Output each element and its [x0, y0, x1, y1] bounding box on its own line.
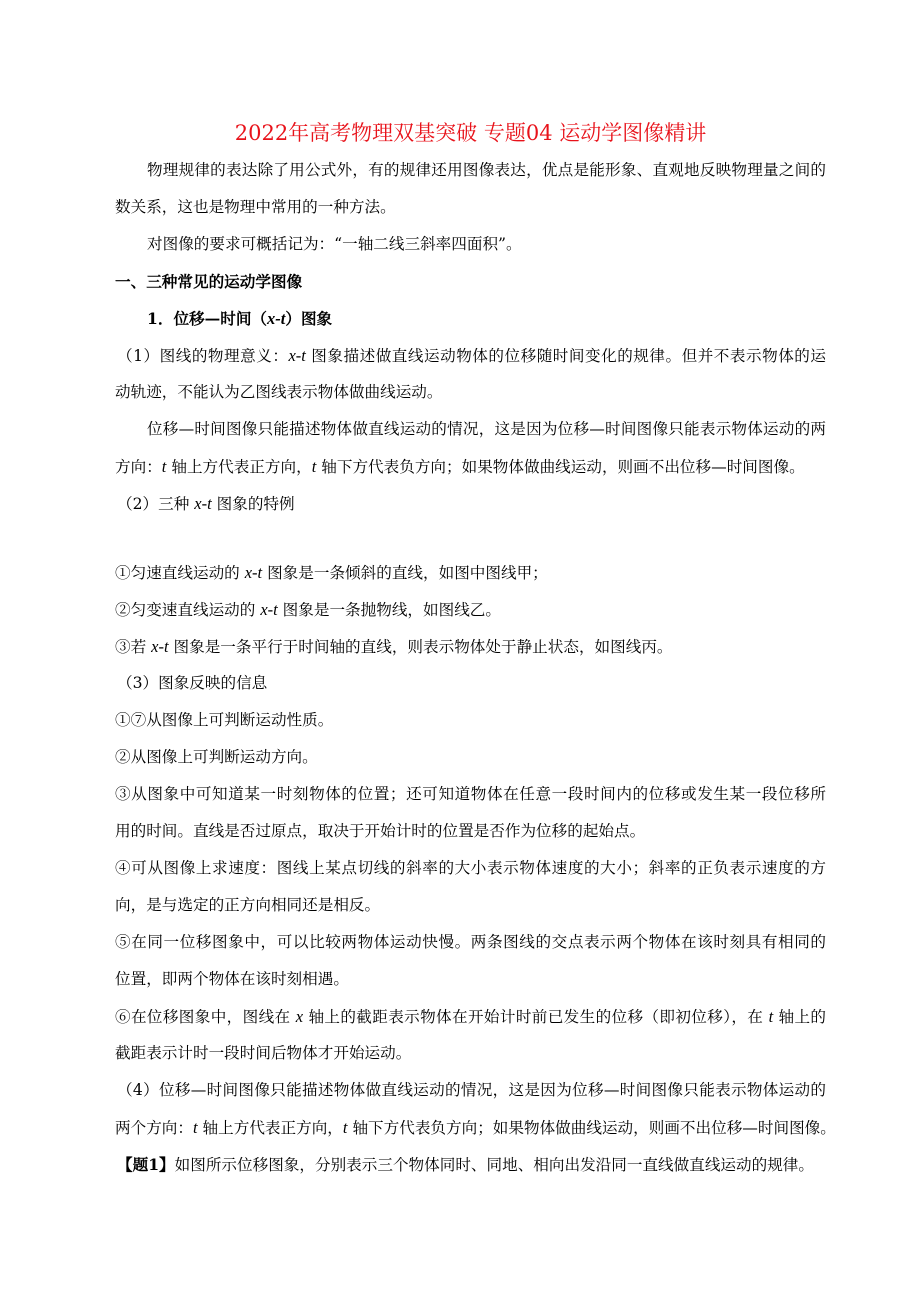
math-variable: x — [295, 1007, 304, 1026]
text-segment: ②匀变速直线运动的 — [115, 601, 261, 619]
text-line — [115, 924, 826, 961]
text-segment: 轴下方代表负方向；如果物体做曲线运动，则画不出位移—时间图像。 — [347, 1119, 836, 1137]
math-variable: x-t — [267, 309, 286, 328]
text-segment: 1．位移—时间（ — [147, 309, 268, 328]
text-segment: 图象是一条抛物线，如图线乙。 — [277, 601, 501, 619]
text-line — [115, 226, 826, 263]
math-variable: x-t — [288, 346, 306, 365]
math-variable: x-t — [260, 600, 278, 619]
text-segment: 轴上的 — [773, 1008, 826, 1026]
text-segment: ）图象 — [285, 309, 333, 328]
text-line — [115, 1109, 836, 1146]
text-line — [115, 591, 826, 628]
text-line — [115, 554, 826, 591]
math-variable: t — [342, 1118, 348, 1137]
paragraph — [115, 739, 826, 776]
section-heading — [115, 263, 826, 300]
math-variable: t — [192, 1118, 198, 1137]
paragraph — [115, 485, 826, 522]
paragraph — [115, 152, 826, 226]
text-line — [115, 1072, 826, 1109]
document-title: 2022年高考物理双基突破 专题04 运动学图像精讲 — [234, 121, 707, 145]
paragraph — [115, 1146, 826, 1183]
text-segment: ①⑦从图像上可判断运动性质。 — [115, 711, 334, 729]
text-line — [115, 961, 826, 998]
text-line — [115, 189, 826, 226]
text-line — [115, 152, 826, 189]
text-segment: 位移—时间图像只能描述物体做直线运动的情况，这是因为位移—时间图像只能表示物体运动的两 — [147, 420, 826, 438]
text-segment: 两个方向： — [115, 1119, 193, 1137]
text-segment: 一、三种常见的运动学图像 — [115, 272, 303, 291]
math-variable: t — [768, 1007, 774, 1026]
text-segment: 向，是与选定的正方向相同还是相反。 — [115, 896, 381, 914]
text-line — [115, 1146, 826, 1183]
text-line — [115, 263, 826, 300]
text-line — [115, 702, 826, 739]
document-page — [115, 115, 836, 1183]
text-segment: ⑥在位移图象中，图线在 — [115, 1008, 296, 1026]
text-segment: ①匀速直线运动的 — [115, 564, 245, 582]
text-segment: 图象是一条平行于时间轴的直线，则表示物体处于静止状态，如图线丙。 — [168, 638, 673, 656]
text-segment: 数关系，这也是物理中常用的一种方法。 — [115, 198, 396, 216]
text-line — [115, 887, 826, 924]
document-body — [115, 152, 836, 1183]
text-segment: 图象的特例 — [211, 495, 295, 513]
text-line — [115, 485, 826, 522]
text-segment: 轴下方代表负方向；如果物体做曲线运动，则画不出位移—时间图像。 — [316, 458, 805, 476]
text-line — [115, 998, 826, 1035]
section-heading — [115, 300, 826, 337]
text-line — [115, 300, 826, 337]
text-segment: 轴上的截距表示物体在开始计时前已发生的位移（即初位移），在 — [303, 1008, 769, 1026]
text-segment: ②从图像上可判断运动方向。 — [115, 748, 318, 766]
paragraph — [115, 776, 826, 850]
paragraph — [115, 591, 826, 628]
paragraph — [115, 628, 826, 665]
text-segment: （4）位移—时间图像只能描述物体做直线运动的情况，这是因为位移—时间图像只能表示物体运动的 — [117, 1081, 826, 1099]
text-segment: （2）三种 — [117, 495, 195, 513]
text-line — [115, 850, 826, 887]
paragraph — [115, 850, 826, 924]
text-segment: 截距表示计时一段时间后物体才开始运动。 — [115, 1044, 412, 1062]
text-segment: 用的时间。直线是否过原点，取决于开始计时的位置是否作为位移的起始点。 — [115, 822, 646, 840]
text-segment: 图象描述做直线运动物体的位移随时间变化的规律。但并不表示物体的运 — [305, 347, 826, 365]
paragraph — [115, 554, 826, 591]
question-label: 【题1】 — [117, 1155, 175, 1174]
paragraph — [115, 702, 826, 739]
text-segment: 轴上方代表正方向， — [166, 458, 312, 476]
text-segment: 物理规律的表达除了用公式外，有的规律还用图像表达，优点是能形象、直观地反映物理量之间的 — [147, 161, 826, 179]
paragraph — [115, 337, 826, 411]
text-line — [115, 411, 826, 448]
text-segment: 图象是一条倾斜的直线，如图中图线甲； — [262, 564, 548, 582]
text-line — [115, 448, 826, 485]
math-variable: t — [161, 457, 167, 476]
text-segment: 轴上方代表正方向， — [197, 1119, 343, 1137]
paragraph — [115, 1072, 836, 1146]
paragraph — [115, 665, 826, 702]
text-line — [115, 739, 826, 776]
text-line — [115, 628, 826, 665]
math-variable: x-t — [194, 494, 212, 513]
text-line — [115, 665, 826, 702]
text-segment: ⑤在同一位移图象中，可以比较两物体运动快慢。两条图线的交点表示两个物体在该时刻具有相同的 — [115, 933, 826, 951]
text-segment: ③从图象中可知道某一时刻物体的位置；还可知道物体在任意一段时间内的位移或发生某一段位移所 — [115, 785, 826, 803]
paragraph — [115, 411, 826, 485]
text-segment: 方向： — [115, 458, 162, 476]
math-variable: x-t — [244, 563, 263, 582]
text-segment: （3）图象反映的信息 — [117, 674, 268, 692]
blank-space — [115, 522, 826, 554]
text-line — [115, 337, 826, 374]
text-segment: ③若 — [115, 638, 152, 656]
math-variable: t — [311, 457, 317, 476]
math-variable: x-t — [151, 637, 169, 656]
text-segment: 如图所示位移图象，分别表示三个物体同时、同地、相向出发沿同一直线做直线运动的规律。 — [174, 1156, 814, 1174]
text-segment: ④可从图像上求速度：图线上某点切线的斜率的大小表示物体速度的大小；斜率的正负表示速度的方 — [115, 859, 826, 877]
text-segment: 动轨迹，不能认为乙图线表示物体做曲线运动。 — [115, 383, 443, 401]
text-line — [115, 813, 826, 850]
text-segment: （1）图线的物理意义： — [117, 347, 289, 365]
paragraph — [115, 998, 826, 1072]
text-line — [115, 776, 826, 813]
paragraph — [115, 924, 826, 998]
text-line — [115, 1035, 826, 1072]
paragraph — [115, 226, 826, 263]
text-line — [115, 374, 826, 411]
text-segment: 位置，即两个物体在该时刻相遇。 — [115, 970, 349, 988]
text-segment: 对图像的要求可概括记为：“一轴二线三斜率四面积”。 — [147, 235, 522, 253]
